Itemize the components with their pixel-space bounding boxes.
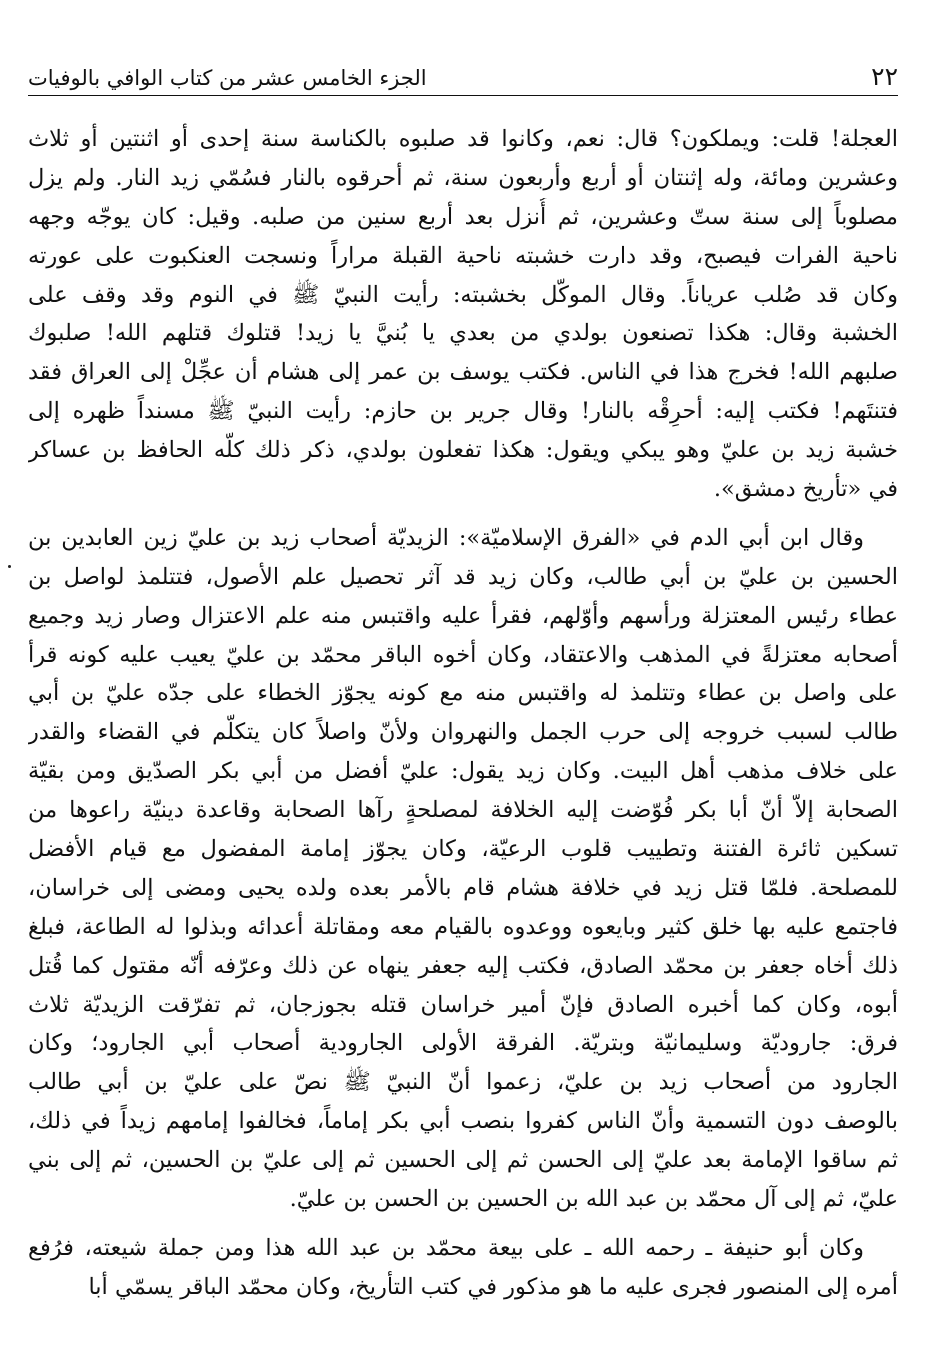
paragraph-2 xyxy=(28,519,898,1219)
text-line: أصحابه معتزلةً في المذهب والاعتقاد، وكان أخوه الباقر محمّد بن عليّ يعيب عليه كونه قرأ xyxy=(28,641,898,668)
text-line: وكان أبو حنيفة ـ رحمه الله ـ على بيعة محمّد بن عبد الله هذا ومن جملة شيعته، فرُفع xyxy=(28,1234,864,1261)
text-line: طالب لسبب خروجه إلى حرب الجمل والنهروان ولأنّ واصلاً كان يتكلّم في القضاء والقدر xyxy=(28,719,898,746)
paragraph-3 xyxy=(28,1229,898,1307)
text-line: ثم ساقوا الإمامة بعد عليّ إلى الحسن ثم إلى الحسين ثم إلى عليّ بن الحسين، ثم إلى بني xyxy=(28,1147,898,1174)
running-title: الجزء الخامس عشر من كتاب الوافي بالوفيات xyxy=(28,66,427,90)
text-line: الخشبة وقال: هكذا تصنعون بولدي من بعدي يا بُنيَّ يا زيد! قتلوك قتلهم الله! صلبوك xyxy=(28,320,898,347)
text-line: الصحابة إلاّ أنّ أبا بكر فُوّضت إليه الخلافة لمصلحةٍ رآها الصحابة وقاعدة دينيّة راعوها من xyxy=(28,797,898,824)
text-line: ذلك أخاه جعفر بن محمّد الصادق، فكتب إليه جعفر ينهاه عن ذلك وعرّفه أنّه مقتول كما قُتل xyxy=(28,952,898,979)
page-header xyxy=(28,52,898,96)
text-line: فاجتمع عليه بها خلق كثير وبايعوه ووعدوه بالقيام معه ومقاتلة أعدائه وبذلوا له الطاعة، فبلغ xyxy=(28,913,898,940)
text-line: عليّ، ثم إلى آل محمّد بن عبد الله بن الحسين بن الحسن بن عليّ. xyxy=(289,1186,898,1213)
text-line: أبوه، وكان كما أخبره الصادق فإنّ أمير خراسان قتله بجوزجان، ثم تفرّقت الزيديّة ثلاث xyxy=(28,991,898,1018)
text-line: فرق: جاروديّة وسليمانيّة وبتريّة. الفرقة الأولى الجارودية أصحاب أبي الجارود؛ وكان xyxy=(28,1030,898,1057)
text-line: تسكين ثائرة الفتنة وتطييب قلوب الرعيّة، وكان يجوّز إمامة المفضول مع قيام الأفضل xyxy=(28,836,898,863)
text-line: على خلاف مذهب أهل البيت. وكان زيد يقول: عليّ أفضل من أبي بكر الصدّيق ومن بقيّة xyxy=(28,758,898,785)
paragraph-1 xyxy=(28,120,898,509)
text-line: بالوصف دون التسمية وأنّ الناس كفروا بنصب أبي بكر إماماً، فخالفوا إمامهم زيداً في ذلك، xyxy=(28,1108,898,1135)
text-line: الجارود من أصحاب زيد بن عليّ، زعموا أنّ النبيّ ﷺ نصّ على عليّ بن أبي طالب xyxy=(28,1069,898,1096)
text-line: مصلوباً إلى سنة ستّ وعشرين، ثم أُنزل بعد أربع سنين من صلبه. وقيل: كان يوجّه وجهه xyxy=(28,203,898,230)
margin-dot xyxy=(8,565,11,568)
text-line: خشبة زيد بن عليّ وهو يبكي ويقول: هكذا تفعلون بولدي، ذكر ذلك كلّه الحافظ بن عساكر xyxy=(28,437,898,464)
text-line: العجلة! قلت: ويملكون؟ قال: نعم، وكانوا قد صلبوه بالكناسة سنة إحدى أو اثنتين أو ثلاث xyxy=(28,126,898,152)
text-line: في «تأريخ دمشق». xyxy=(713,476,898,503)
text-line: للمصلحة. فلمّا قتل زيد في خلافة هشام قام بالأمر بعده ولده يحيى ومضى إلى خراسان، xyxy=(28,874,898,901)
text-line: عطاء رئيس المعتزلة ورأسهم وأوّلهم، فقرأ عليه واقتبس منه علم الاعتزال وصار زيد وجميع xyxy=(28,602,898,629)
text-line: صلبهم الله! فخرج هذا في الناس. فكتب يوسف بن عمر إلى هشام أن عجِّلْ إلى العراق فقد xyxy=(28,359,898,386)
text-line: وكان قد صُلب عرياناً. وقال الموكّل بخشبته: رأيت النبيّ ﷺ في النوم وقد وقف على xyxy=(28,281,898,308)
text-line: فتنتَهم! فكتب إليه: أحرِقْه بالنار! وقال جرير بن حازم: رأيت النبيّ ﷺ مسنداً ظهره إلى xyxy=(28,398,898,425)
text-line: الحسين بن عليّ بن أبي طالب، وكان زيد قد آثر تحصيل علم الأصول، فتتلمذ لواصل بن xyxy=(28,563,898,590)
text-line: أمره إلى المنصور فجرى عليه ما هو مذكور في كتب التأريخ، وكان محمّد الباقر يسمّي أبا xyxy=(88,1273,898,1300)
text-line: على واصل بن عطاء وتتلمذ له واقتبس منه مع كونه يجوّز الخطاء على جدّه عليّ بن أبي xyxy=(28,680,898,707)
text-line: وعشرين ومائة، وله إثنتان أو أربع وأربعون سنة، ثم أحرقوه بالنار فسُمّي زيد النار. ولم يزل xyxy=(28,164,898,191)
text-line: ناحية الفرات فيصبح، وقد دارت خشبته ناحية القبلة مراراً ونسجت العنكبوت على عورته xyxy=(28,242,898,269)
page-number: ٢٢ xyxy=(871,62,898,91)
text-line: وقال ابن أبي الدم في «الفرق الإسلاميّة»: الزيديّة أصحاب زيد بن عليّ زين العابدين بن xyxy=(28,524,864,551)
body-text xyxy=(28,120,898,1317)
